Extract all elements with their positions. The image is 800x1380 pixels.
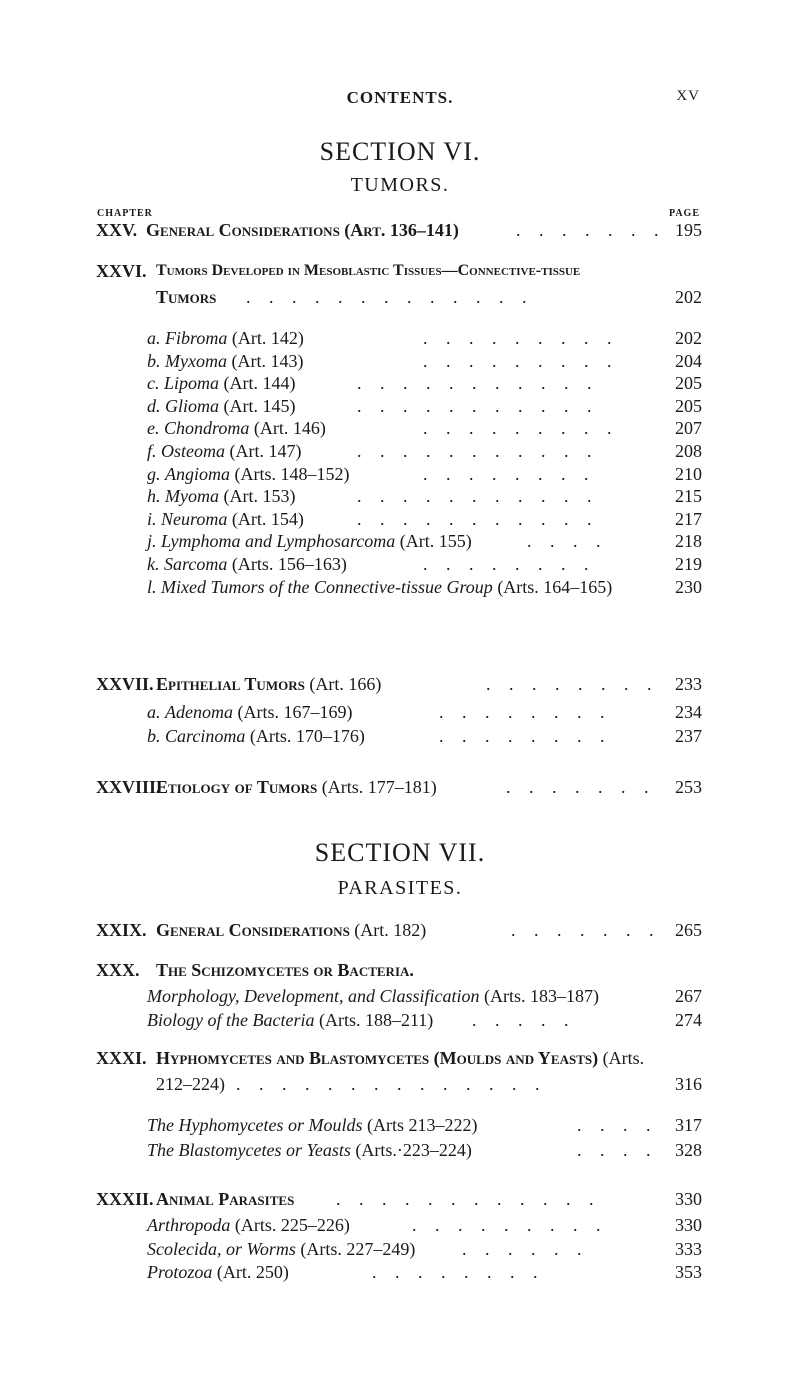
- page-number: 330: [675, 1215, 702, 1235]
- chapter-title-paren: (Moulds and Yeasts): [433, 1048, 599, 1068]
- toc-subentry[interactable]: a. Adenoma (Arts. 167–169) . . . . . . . . 234: [147, 702, 702, 722]
- page-number: 217: [675, 508, 702, 529]
- toc-subentry[interactable]: f. Osteoma (Art. 147) . . . . . . . . . . . 208: [147, 441, 702, 461]
- article-ref: (Arts. 225–226): [234, 1215, 350, 1235]
- item-letter: a.: [147, 702, 161, 722]
- toc-subentry[interactable]: Protozoa (Art. 250) . . . . . . . . 353: [147, 1262, 702, 1282]
- section-subheading: TUMORS.: [350, 174, 450, 196]
- chapter-title-cont: Tumors: [156, 287, 217, 307]
- toc-entry-ch30[interactable]: [96, 958, 702, 982]
- toc-subentry[interactable]: The Blastomycetes or Yeasts (Arts.·223–224) . . . . 328: [147, 1140, 702, 1160]
- article-ref: (Art. 143): [231, 350, 304, 371]
- toc-entry-ch28[interactable]: XXVIII. Etiology of Tumors (Arts. 177–181) . . . . . . . 253: [96, 777, 702, 797]
- item-letter: i.: [147, 508, 157, 529]
- section-heading: SECTION VI.: [319, 137, 481, 166]
- chapter-title: General Considerations: [156, 920, 350, 940]
- toc-subentry[interactable]: k. Sarcoma (Arts. 156–163) . . . . . . . . 219: [147, 554, 702, 574]
- chapter-number: XXXI.: [96, 1048, 147, 1068]
- page-number: 219: [675, 554, 702, 574]
- item-letter: h.: [147, 486, 161, 507]
- toc-subentry[interactable]: Scolecida, or Worms (Arts. 227–249) . . . . . . 333: [147, 1238, 702, 1259]
- chapter-title: Hyphomycetes and Blastomycetes: [156, 1048, 430, 1068]
- article-ref: (Art. 147): [229, 441, 302, 461]
- page-number: 233: [675, 674, 702, 694]
- item-name: The Hyphomycetes or Moulds: [147, 1115, 363, 1135]
- page-number: 207: [675, 418, 702, 439]
- item-letter: d.: [147, 395, 161, 416]
- article-ref: (Art. 250): [216, 1262, 289, 1282]
- item-letter: b.: [147, 350, 161, 371]
- chapter-title: Tumors Developed in Mesoblastic Tissues—Connective-tissue: [156, 262, 581, 279]
- chapter-number: XXX.: [96, 960, 140, 980]
- page-number: 205: [675, 395, 702, 416]
- chapter-title: Epithelial Tumors: [156, 674, 305, 694]
- running-head: [0, 88, 800, 108]
- page-number: 353: [675, 1262, 702, 1282]
- toc-subentry[interactable]: e. Chondroma (Art. 146) . . . . . . . . . 207: [147, 418, 702, 439]
- item-name: Sarcoma: [164, 554, 228, 574]
- page-number: 274: [675, 1010, 702, 1030]
- page-number: 267: [675, 986, 702, 1006]
- page-number: 333: [675, 1238, 702, 1259]
- chapter-title: Animal Parasites: [156, 1189, 295, 1209]
- item-letter: b.: [147, 726, 161, 746]
- article-ref: (Art. 166): [309, 674, 382, 694]
- item-letter: c.: [147, 373, 160, 394]
- chapter-column-label: CHAPTER: [97, 208, 153, 219]
- item-name: Lymphoma and Lymphosarcoma: [161, 531, 396, 552]
- article-ref: (Arts. 167–169): [237, 702, 353, 722]
- toc-entry-ch27[interactable]: XXVII. Epithelial Tumors (Art. 166) . . . . . . . . 233: [96, 674, 702, 694]
- article-ref: (Arts. 227–249): [300, 1238, 416, 1259]
- toc-entry-ch31-line1[interactable]: [96, 1046, 702, 1070]
- page-number: 202: [675, 328, 702, 348]
- item-name: Myoma: [165, 486, 219, 507]
- toc-entry-ch32[interactable]: XXXII. Animal Parasites . . . . . . . . . . . . 330: [96, 1189, 702, 1209]
- item-letter: e.: [147, 418, 160, 439]
- item-letter: a.: [147, 328, 161, 348]
- page-number: 218: [675, 531, 702, 552]
- toc-entry-ch25[interactable]: XXV. General Considerations (Art. 136–141) . . . . . . . 195: [96, 220, 702, 240]
- chapter-number: XXXII.: [96, 1189, 154, 1209]
- chapter-number: XXVI.: [96, 261, 147, 281]
- article-ref: (Arts. 156–163): [231, 554, 347, 574]
- article-ref: (Art. 142): [231, 328, 304, 348]
- toc-subentry[interactable]: [147, 984, 702, 1008]
- item-name: Osteoma: [161, 441, 226, 461]
- chapter-number: XXIX.: [96, 920, 147, 940]
- article-ref: (Arts. 183–187): [483, 986, 599, 1006]
- page-number: 210: [675, 463, 702, 484]
- item-name: Mixed Tumors of the Connective-tissue Group: [161, 576, 493, 597]
- item-name: Angioma: [165, 463, 230, 484]
- page-number: 230: [675, 576, 702, 597]
- item-name: Morphology, Development, and Classification: [147, 986, 480, 1006]
- item-name: Chondroma: [164, 418, 250, 439]
- page-number: 208: [675, 441, 702, 461]
- page-number: 253: [675, 777, 702, 797]
- item-letter: l.: [147, 576, 157, 597]
- running-title: CONTENTS.: [346, 88, 454, 107]
- article-ref: (Arts. 177–181): [321, 777, 437, 797]
- page-number: 328: [675, 1140, 702, 1160]
- article-ref: (Art. 154): [231, 508, 304, 529]
- section-heading: SECTION VII.: [314, 838, 486, 867]
- chapter-number: XXV.: [96, 220, 138, 240]
- article-ref: (Arts. 188–211): [318, 1010, 434, 1030]
- article-ref-cont: 212–224): [156, 1074, 225, 1094]
- page-number: 205: [675, 373, 702, 394]
- item-name: Carcinoma: [165, 726, 246, 746]
- article-ref: (Art. 155): [399, 531, 472, 552]
- toc-entry-ch31-line2[interactable]: 212–224) . . . . . . . . . . . . . . 316: [156, 1074, 702, 1094]
- article-ref: (Arts.: [602, 1048, 645, 1068]
- toc-subentry[interactable]: h. Myoma (Art. 153) . . . . . . . . . . . 215: [147, 486, 702, 507]
- item-letter: j.: [147, 531, 157, 552]
- chapter-title: Etiology of Tumors: [156, 777, 318, 797]
- page-number: 265: [675, 920, 702, 940]
- item-letter: g.: [147, 463, 161, 484]
- item-letter: f.: [147, 441, 157, 461]
- toc-subentry[interactable]: Arthropoda (Arts. 225–226) . . . . . . . . . 330: [147, 1215, 702, 1235]
- page-number: 204: [675, 350, 702, 371]
- article-ref: (Arts. 164–165): [497, 576, 613, 597]
- chapter-number: XXVII.: [96, 674, 154, 694]
- article-ref: (Art. 146): [253, 418, 326, 439]
- article-ref: (Arts 213–222): [366, 1115, 478, 1135]
- article-ref: (Arts. 148–152): [234, 463, 350, 484]
- page-number: 317: [675, 1115, 702, 1135]
- article-ref: (Arts. 170–176): [249, 726, 365, 746]
- article-ref: (Art. 182): [354, 920, 427, 940]
- page-number: 316: [675, 1074, 702, 1094]
- toc-subentry[interactable]: i. Neuroma (Art. 154) . . . . . . . . . . . 217: [147, 508, 702, 529]
- toc-subentry[interactable]: d. Glioma (Art. 145) . . . . . . . . . . . 205: [147, 395, 702, 416]
- page-number: 237: [675, 726, 702, 746]
- item-name: Lipoma: [164, 373, 220, 394]
- page-number: 234: [675, 702, 702, 722]
- item-name: Glioma: [165, 395, 219, 416]
- toc-subentry[interactable]: The Hyphomycetes or Moulds (Arts 213–222) . . . . 317: [147, 1115, 702, 1135]
- toc-subentry[interactable]: b. Carcinoma (Arts. 170–176) . . . . . . . . 237: [147, 726, 702, 746]
- item-name: The Blastomycetes or Yeasts: [147, 1140, 351, 1160]
- toc-entry-ch26-line1[interactable]: [96, 259, 702, 283]
- item-name: Arthropoda: [147, 1215, 231, 1235]
- page-numeral: XV: [676, 88, 700, 104]
- article-ref: (Arts.·223–224): [355, 1140, 472, 1160]
- section-subheading: PARASITES.: [337, 877, 463, 899]
- item-name: Adenoma: [165, 702, 233, 722]
- chapter-number: XXVIII.: [96, 777, 161, 797]
- item-name: Neuroma: [161, 508, 228, 529]
- item-name: Scolecida, or Worms: [147, 1238, 296, 1259]
- item-letter: k.: [147, 554, 160, 574]
- chapter-title: General Considerations (Art. 136–141): [146, 220, 459, 240]
- item-name: Protozoa: [147, 1262, 213, 1282]
- item-name: Fibroma: [165, 328, 228, 348]
- chapter-title: The Schizomycetes or Bacteria.: [156, 960, 414, 980]
- page-number: 195: [675, 220, 702, 240]
- page-number: 330: [675, 1189, 702, 1209]
- article-ref: (Art. 145): [223, 395, 296, 416]
- toc-subentry[interactable]: c. Lipoma (Art. 144) . . . . . . . . . . . 205: [147, 373, 702, 394]
- article-ref: (Art. 153): [223, 486, 296, 507]
- toc-entry-ch29[interactable]: XXIX. General Considerations (Art. 182) . . . . . . . 265: [96, 920, 702, 940]
- toc-subentry[interactable]: g. Angioma (Arts. 148–152) . . . . . . . . 210: [147, 463, 702, 484]
- page-column-label: PAGE: [668, 208, 700, 219]
- toc-subentry[interactable]: a. Fibroma (Art. 142) . . . . . . . . . 202: [147, 328, 702, 348]
- toc-subentry[interactable]: [147, 575, 702, 599]
- item-name: Myxoma: [165, 350, 227, 371]
- page-number: 202: [675, 287, 702, 307]
- toc-entry-ch26-line2[interactable]: Tumors . . . . . . . . . . . . . 202: [156, 287, 702, 307]
- toc-subentry[interactable]: j. Lymphoma and Lymphosarcoma (Art. 155) . . . . 218: [147, 531, 702, 552]
- toc-subentry[interactable]: b. Myxoma (Art. 143) . . . . . . . . . 204: [147, 350, 702, 371]
- page-number: 215: [675, 486, 702, 507]
- toc-subentry[interactable]: Biology of the Bacteria (Arts. 188–211) . . . . . 274: [147, 1010, 702, 1030]
- article-ref: (Art. 144): [223, 373, 296, 394]
- item-name: Biology of the Bacteria: [147, 1010, 315, 1030]
